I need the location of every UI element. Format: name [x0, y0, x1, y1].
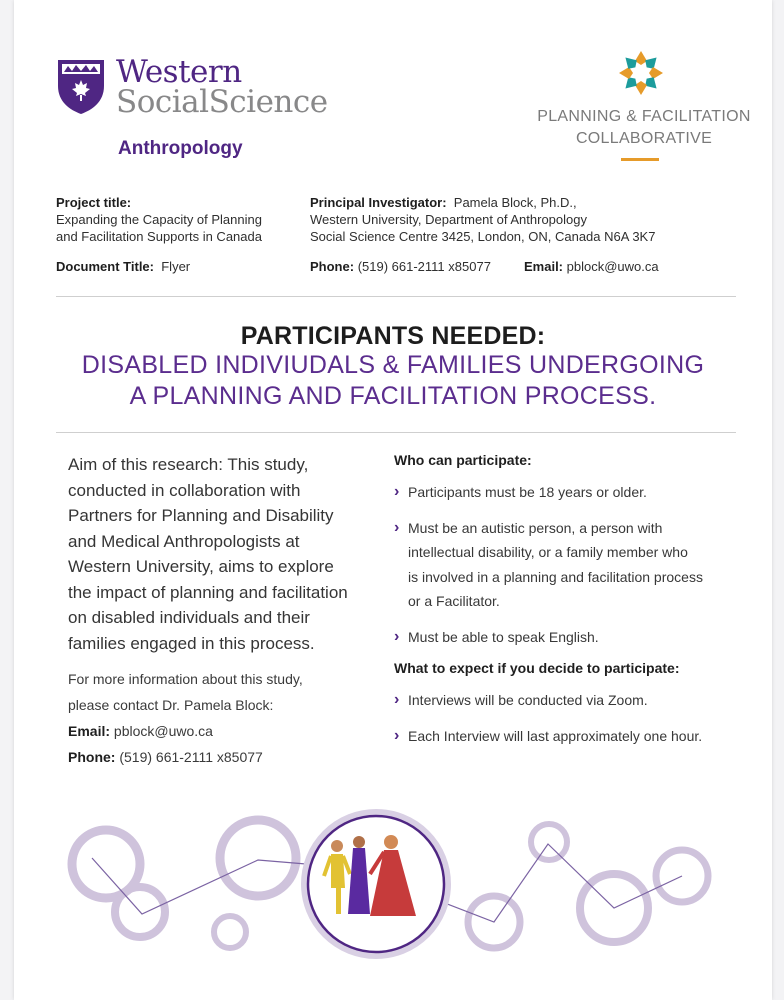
pi-phone: (519) 661-2111 x85077: [357, 259, 491, 274]
project-title-label: Project title:: [56, 195, 132, 210]
aim-line: Partners for Planning and Disability: [68, 506, 334, 525]
divider-top: [56, 296, 736, 297]
document-title-block: [56, 258, 190, 275]
subheadline-line1: DISABLED INDIVIUDALS & FAMILIES UNDERGOING: [81, 351, 705, 379]
contact-block: [68, 666, 368, 770]
principal-investigator-block: [310, 194, 655, 245]
aim-paragraph: [68, 452, 373, 656]
pi-email-label: Email:: [524, 259, 564, 274]
document-title-label: Document Title:: [56, 259, 154, 274]
headline: PARTICIPANTS NEEDED:: [240, 322, 546, 350]
brand-department: Anthropology: [118, 138, 243, 159]
project-title-block: [56, 194, 262, 245]
list-item-text: Interviews will be conducted via Zoom.: [408, 692, 648, 708]
chevron-right-icon: ›: [394, 726, 400, 744]
contact-intro-line2: please contact Dr. Pamela Block:: [68, 697, 274, 713]
chevron-right-icon: ›: [394, 691, 400, 708]
decorative-circles-graphic: [14, 790, 772, 1000]
list-item-text: Each Interview will last approximately one hour.: [408, 727, 703, 744]
collaborative-star-icon: [616, 48, 666, 98]
project-title-line2: and Facilitation Supports in Canada: [56, 229, 262, 244]
document-title: Flyer: [161, 259, 191, 274]
aim-line: families engaged in this process.: [68, 633, 315, 653]
featured-circle: [304, 812, 448, 956]
decorative-circle: [531, 824, 567, 860]
eligibility-column: [394, 452, 744, 759]
pi-email: pblock@uwo.ca: [566, 259, 659, 274]
pi-phone-label: Phone:: [310, 259, 355, 274]
western-logo: [56, 56, 356, 166]
contact-phone-label: Phone:: [68, 749, 116, 765]
list-item: [394, 688, 744, 713]
who-heading: Who can participate:: [394, 452, 532, 468]
aim-line: on disabled individuals and their: [68, 608, 310, 627]
flyer-page: [14, 0, 772, 1000]
pfc-name-line2: COLLABORATIVE: [575, 130, 713, 147]
aim-line: conducted in collaboration with: [68, 480, 301, 500]
brand-western: Western: [116, 54, 242, 90]
pi-affiliation: Western University, Department of Anthropology: [310, 212, 587, 227]
list-item-text: Participants must be 18 years or older.: [408, 484, 647, 500]
contact-intro-line1: For more information about this study,: [68, 671, 303, 687]
list-item-text: intellectual disability, or a family member who: [408, 544, 688, 560]
chevron-right-icon: ›: [394, 483, 400, 500]
brand-social-science: SocialScience: [116, 84, 328, 120]
expect-heading: What to expect if you decide to participate:: [394, 660, 680, 676]
contact-email[interactable]: pblock@uwo.ca: [113, 723, 213, 739]
chevron-right-icon: ›: [394, 518, 400, 536]
divider-bottom: [56, 432, 736, 433]
list-item-text: is involved in a planning and facilitation process: [408, 568, 703, 585]
pfc-accent-bar: [621, 158, 659, 161]
pi-name: Pamela Block, Ph.D.,: [453, 195, 577, 210]
list-item: [394, 625, 744, 650]
decorative-circle: [214, 916, 246, 948]
list-item: [394, 480, 744, 505]
list-item-text: Must be able to speak English.: [408, 628, 599, 645]
pi-email-block: [524, 258, 659, 275]
contact-email-label: Email:: [68, 723, 111, 739]
pfc-logo: [534, 46, 754, 166]
pi-address: Social Science Centre 3425, London, ON, Canada N6A 3K7: [310, 229, 656, 244]
pi-label: Principal Investigator:: [310, 195, 447, 210]
pi-phone-block: [310, 258, 491, 275]
contact-phone: (519) 661-2111 x85077: [119, 749, 263, 765]
aim-line: the impact of planning and facilitation: [68, 582, 348, 602]
list-item: [394, 724, 744, 749]
aim-line: and Medical Anthropologists at: [68, 531, 300, 551]
aim-line: Aim of this research: This study,: [68, 455, 309, 474]
chevron-right-icon: ›: [394, 627, 400, 645]
western-crest-icon: [56, 56, 106, 116]
list-item: [394, 516, 744, 614]
project-title-line1: Expanding the Capacity of Planning: [56, 212, 262, 227]
decorative-circle: [220, 820, 296, 896]
pfc-name-line1: PLANNING & FACILITATION: [537, 108, 751, 125]
aim-line: Western University, aims to explore: [68, 557, 334, 576]
list-item-text: or a Facilitator.: [408, 593, 500, 609]
list-item-text: Must be an autistic person, a person with: [408, 519, 663, 536]
subheadline-line2: A PLANNING AND FACILITATION PROCESS.: [129, 382, 657, 410]
